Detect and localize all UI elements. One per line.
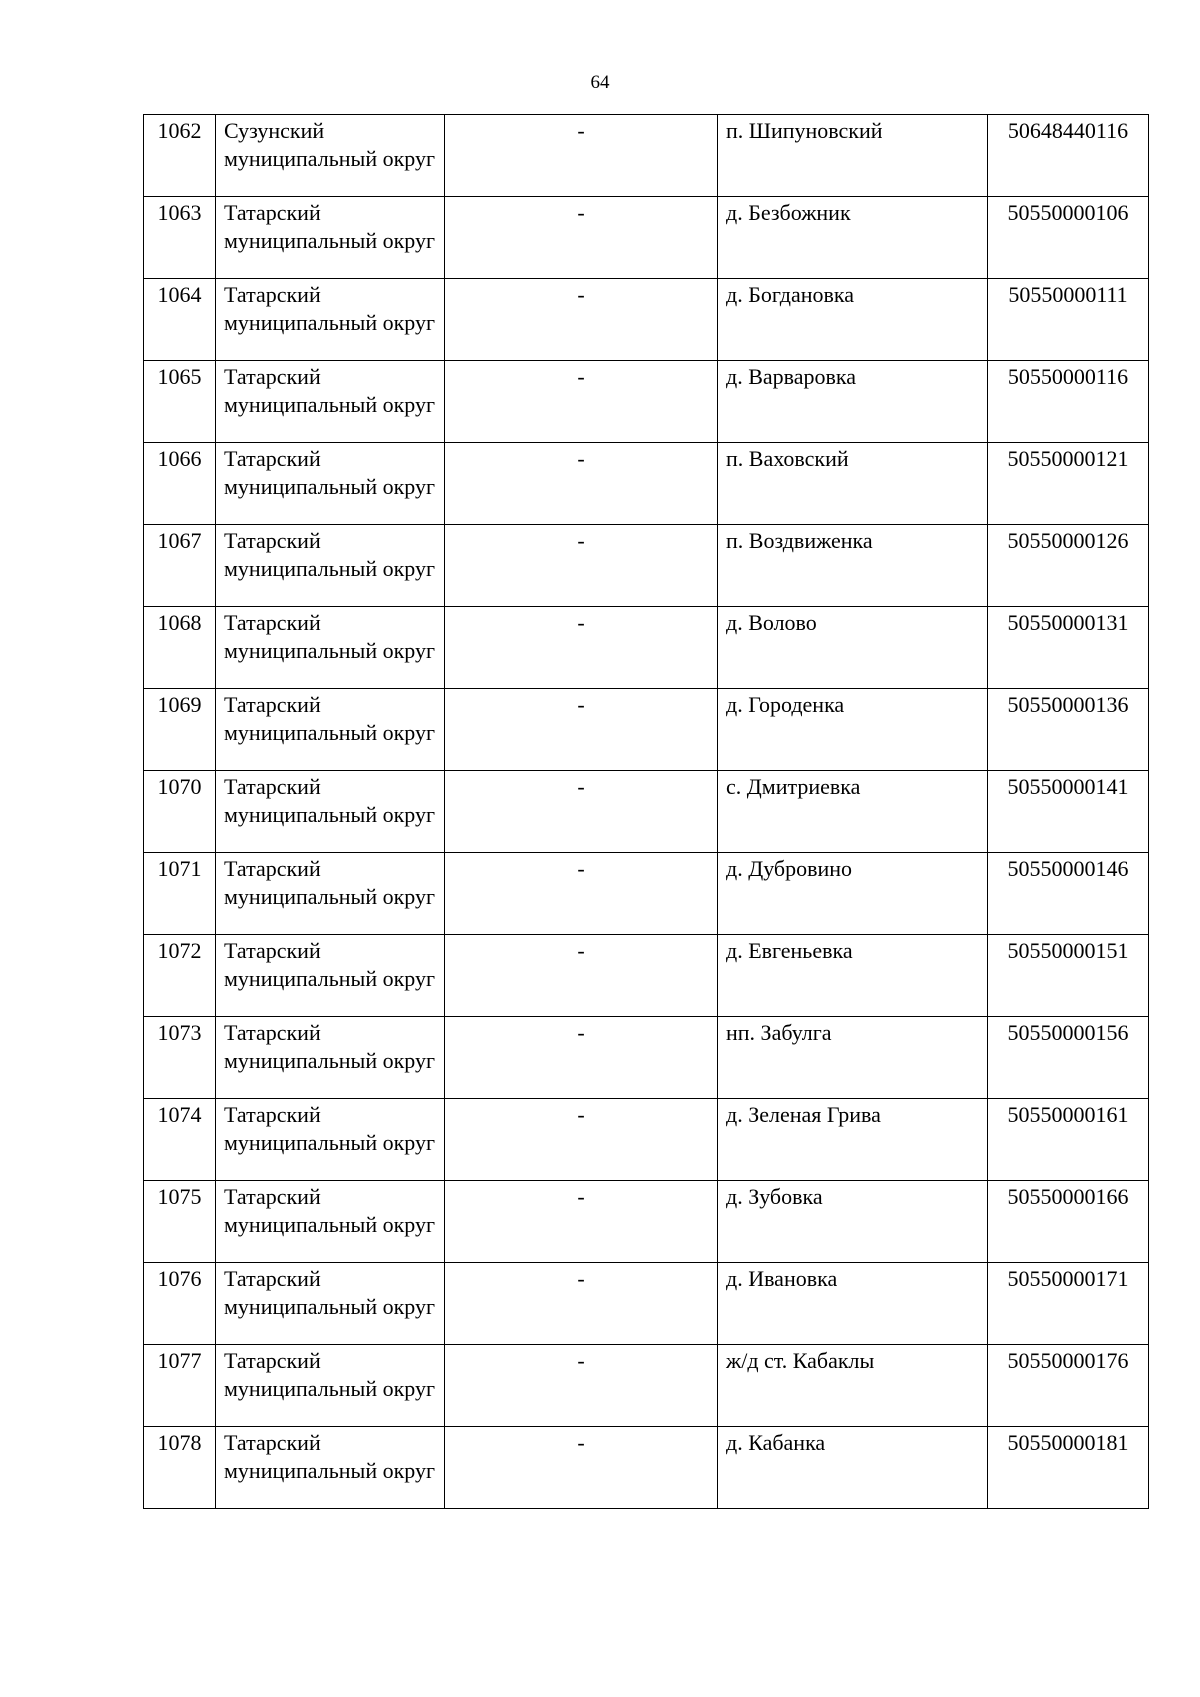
- district-name: Татарский муниципальный округ: [216, 935, 445, 1017]
- empty-marker: -: [445, 771, 718, 853]
- table-row: [144, 361, 1149, 443]
- district-name: Татарский муниципальный округ: [216, 771, 445, 853]
- district-name: Татарский муниципальный округ: [216, 1181, 445, 1263]
- oktmo-code: 50550000156: [988, 1017, 1149, 1099]
- table-row: [144, 115, 1149, 197]
- oktmo-code: 50550000106: [988, 197, 1149, 279]
- settlements-table-body: [144, 115, 1149, 1509]
- oktmo-code: 50550000131: [988, 607, 1149, 689]
- empty-marker: -: [445, 935, 718, 1017]
- district-name: Татарский муниципальный округ: [216, 525, 445, 607]
- settlement-name: д. Кабанка: [718, 1427, 988, 1509]
- oktmo-code: 50550000121: [988, 443, 1149, 525]
- row-number: 1076: [144, 1263, 216, 1345]
- row-number: 1068: [144, 607, 216, 689]
- table-row: [144, 1099, 1149, 1181]
- district-name: Татарский муниципальный округ: [216, 1263, 445, 1345]
- settlement-name: д. Городенка: [718, 689, 988, 771]
- row-number: 1074: [144, 1099, 216, 1181]
- empty-marker: -: [445, 115, 718, 197]
- settlement-name: д. Зеленая Грива: [718, 1099, 988, 1181]
- settlement-name: д. Богдановка: [718, 279, 988, 361]
- settlements-table: [143, 114, 1149, 1509]
- settlement-name: д. Варваровка: [718, 361, 988, 443]
- row-number: 1073: [144, 1017, 216, 1099]
- row-number: 1070: [144, 771, 216, 853]
- table-row: [144, 1427, 1149, 1509]
- empty-marker: -: [445, 853, 718, 935]
- table-row: [144, 1181, 1149, 1263]
- table-row: [144, 935, 1149, 1017]
- row-number: 1075: [144, 1181, 216, 1263]
- oktmo-code: 50550000126: [988, 525, 1149, 607]
- empty-marker: -: [445, 361, 718, 443]
- empty-marker: -: [445, 1427, 718, 1509]
- settlement-name: нп. Забулга: [718, 1017, 988, 1099]
- oktmo-code: 50550000151: [988, 935, 1149, 1017]
- table-row: [144, 443, 1149, 525]
- oktmo-code: 50550000181: [988, 1427, 1149, 1509]
- row-number: 1078: [144, 1427, 216, 1509]
- empty-marker: -: [445, 197, 718, 279]
- empty-marker: -: [445, 607, 718, 689]
- oktmo-code: 50550000166: [988, 1181, 1149, 1263]
- district-name: Татарский муниципальный округ: [216, 279, 445, 361]
- row-number: 1077: [144, 1345, 216, 1427]
- settlement-name: д. Дубровино: [718, 853, 988, 935]
- oktmo-code: 50550000136: [988, 689, 1149, 771]
- district-name: Татарский муниципальный округ: [216, 689, 445, 771]
- row-number: 1062: [144, 115, 216, 197]
- district-name: Татарский муниципальный округ: [216, 443, 445, 525]
- table-row: [144, 1263, 1149, 1345]
- empty-marker: -: [445, 689, 718, 771]
- oktmo-code: 50550000176: [988, 1345, 1149, 1427]
- row-number: 1065: [144, 361, 216, 443]
- row-number: 1072: [144, 935, 216, 1017]
- district-name: Татарский муниципальный округ: [216, 1017, 445, 1099]
- table-row: [144, 853, 1149, 935]
- settlement-name: д. Евгеньевка: [718, 935, 988, 1017]
- district-name: Сузунский муниципальный округ: [216, 115, 445, 197]
- empty-marker: -: [445, 279, 718, 361]
- row-number: 1063: [144, 197, 216, 279]
- settlement-name: п. Шипуновский: [718, 115, 988, 197]
- oktmo-code: 50550000146: [988, 853, 1149, 935]
- empty-marker: -: [445, 1017, 718, 1099]
- oktmo-code: 50550000141: [988, 771, 1149, 853]
- table-row: [144, 197, 1149, 279]
- settlement-name: д. Волово: [718, 607, 988, 689]
- row-number: 1067: [144, 525, 216, 607]
- settlement-name: д. Зубовка: [718, 1181, 988, 1263]
- empty-marker: -: [445, 1181, 718, 1263]
- page-number: 64: [590, 72, 610, 93]
- settlement-name: с. Дмитриевка: [718, 771, 988, 853]
- empty-marker: -: [445, 525, 718, 607]
- district-name: Татарский муниципальный округ: [216, 197, 445, 279]
- district-name: Татарский муниципальный округ: [216, 1345, 445, 1427]
- settlement-name: п. Ваховский: [718, 443, 988, 525]
- district-name: Татарский муниципальный округ: [216, 361, 445, 443]
- table-row: [144, 525, 1149, 607]
- table-row: [144, 689, 1149, 771]
- row-number: 1066: [144, 443, 216, 525]
- table-row: [144, 279, 1149, 361]
- oktmo-code: 50550000111: [988, 279, 1149, 361]
- oktmo-code: 50550000116: [988, 361, 1149, 443]
- row-number: 1064: [144, 279, 216, 361]
- district-name: Татарский муниципальный округ: [216, 853, 445, 935]
- table-row: [144, 607, 1149, 689]
- oktmo-code: 50550000171: [988, 1263, 1149, 1345]
- settlement-name: д. Ивановка: [718, 1263, 988, 1345]
- table-row: [144, 1345, 1149, 1427]
- district-name: Татарский муниципальный округ: [216, 1099, 445, 1181]
- settlement-name: д. Безбожник: [718, 197, 988, 279]
- empty-marker: -: [445, 1263, 718, 1345]
- table-row: [144, 1017, 1149, 1099]
- settlement-name: ж/д ст. Кабаклы: [718, 1345, 988, 1427]
- row-number: 1071: [144, 853, 216, 935]
- table-row: [144, 771, 1149, 853]
- empty-marker: -: [445, 443, 718, 525]
- row-number: 1069: [144, 689, 216, 771]
- district-name: Татарский муниципальный округ: [216, 607, 445, 689]
- oktmo-code: 50550000161: [988, 1099, 1149, 1181]
- empty-marker: -: [445, 1345, 718, 1427]
- oktmo-code: 50648440116: [988, 115, 1149, 197]
- district-name: Татарский муниципальный округ: [216, 1427, 445, 1509]
- settlement-name: п. Воздвиженка: [718, 525, 988, 607]
- empty-marker: -: [445, 1099, 718, 1181]
